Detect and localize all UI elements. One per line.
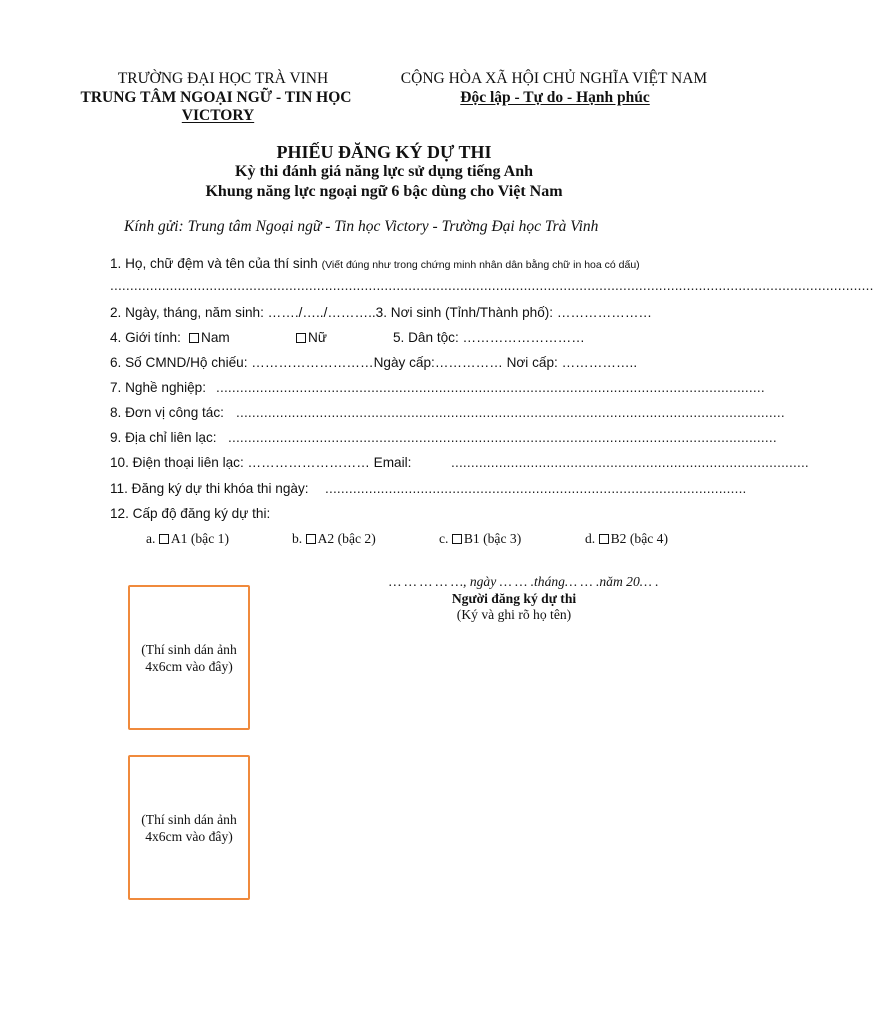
field-full-name-note: (Viết đúng như trong chứng minh nhân dân bằng chữ in hoa có dấu) — [321, 259, 640, 271]
level-option-b2[interactable]: d. B2 (bậc 4) — [585, 531, 668, 546]
signer-instruction: (Ký và ghi rõ họ tên) — [456, 607, 572, 622]
checkbox-icon[interactable] — [599, 534, 609, 544]
school-name: TRƯỜNG ĐẠI HỌC TRÀ VINH — [117, 70, 329, 87]
checkbox-icon[interactable] — [189, 333, 199, 343]
form-subtitle-2: Khung năng lực ngoại ngữ 6 bậc dùng cho Việt Nam — [205, 183, 563, 200]
field-ethnicity[interactable]: 5. Dân tộc: ……………………… — [393, 330, 585, 345]
field-gender-label: 4. Giới tính: — [110, 330, 181, 345]
form-title: PHIẾU ĐĂNG KÝ DỰ THI — [276, 142, 492, 162]
checkbox-icon[interactable] — [159, 534, 169, 544]
national-motto: Độc lập - Tự do - Hạnh phúc — [460, 89, 650, 106]
field-occupation-dots[interactable]: .......................................................................................................................................... — [216, 380, 765, 395]
gender-male-option[interactable]: Nam — [189, 330, 230, 346]
level-option-b1[interactable]: c. B1 (bậc 3) — [439, 531, 522, 546]
center-name: TRUNG TÂM NGOẠI NGỮ - TIN HỌC — [80, 89, 352, 106]
field-level-label: 12. Cấp độ đăng ký dự thi: — [110, 506, 271, 521]
checkbox-icon[interactable] — [452, 534, 462, 544]
field-workplace-label: 8. Đơn vị công tác: — [110, 405, 224, 420]
field-exam-date-label: 11. Đăng ký dự thi khóa thi ngày: — [110, 481, 309, 496]
field-exam-date-dots[interactable]: .......................................................................................................... — [325, 481, 747, 496]
field-address-dots[interactable]: .......................................................................................................................................... — [228, 430, 777, 445]
field-phone-email-label: 10. Điện thoại liên lạc: ……………………… Email: — [110, 455, 412, 470]
signature-date-line[interactable]: … … … … …, ngày … … .tháng… … .năm 20… . — [389, 574, 659, 589]
photo-box-instruction: (Thí sinh dán ảnh 4x6cm vào đây) — [141, 811, 237, 844]
photo-box-1[interactable] — [128, 585, 250, 730]
form-subtitle-1: Kỳ thi đánh giá năng lực sử dụng tiếng Anh — [235, 163, 533, 180]
center-name-victory: VICTORY — [181, 107, 255, 124]
field-id-card[interactable]: 6. Số CMND/Hộ chiếu: ………………………Ngày cấp:…………… Nơi cấp: …………….. — [110, 355, 638, 370]
signer-title: Người đăng ký dự thi — [451, 591, 577, 606]
level-option-a1[interactable]: a. A1 (bậc 1) — [146, 531, 229, 546]
gender-female-option[interactable]: Nữ — [296, 330, 327, 346]
addressee: Kính gửi: Trung tâm Ngoại ngữ - Tin học Victory - Trường Đại học Trà Vinh — [124, 218, 599, 235]
field-address-label: 9. Địa chỉ liên lạc: — [110, 430, 217, 445]
national-title: CỘNG HÒA XÃ HỘI CHỦ NGHĨA VIỆT NAM — [400, 70, 708, 87]
field-full-name-dots[interactable]: ................................................................................................................................................................................................ — [110, 278, 874, 293]
checkbox-icon[interactable] — [296, 333, 306, 343]
field-email-dots[interactable]: .......................................................................................... — [451, 455, 809, 470]
level-option-a2[interactable]: b. A2 (bậc 2) — [292, 531, 376, 546]
checkbox-icon[interactable] — [306, 534, 316, 544]
field-occupation-label: 7. Nghề nghiệp: — [110, 380, 206, 395]
photo-box-instruction: (Thí sinh dán ảnh 4x6cm vào đây) — [141, 641, 237, 674]
field-dob-birthplace[interactable]: 2. Ngày, tháng, năm sinh: ……./…../………..3. Nơi sinh (Tỉnh/Thành phố): ………………… — [110, 305, 653, 320]
field-workplace-dots[interactable]: .......................................................................................................................................... — [236, 405, 785, 420]
field-full-name-label: 1. Họ, chữ đệm và tên của thí sinh (Viết đúng như trong chứng minh nhân dân bằng chữ in hoa có dấu) — [110, 256, 640, 271]
photo-box-2[interactable] — [128, 755, 250, 900]
